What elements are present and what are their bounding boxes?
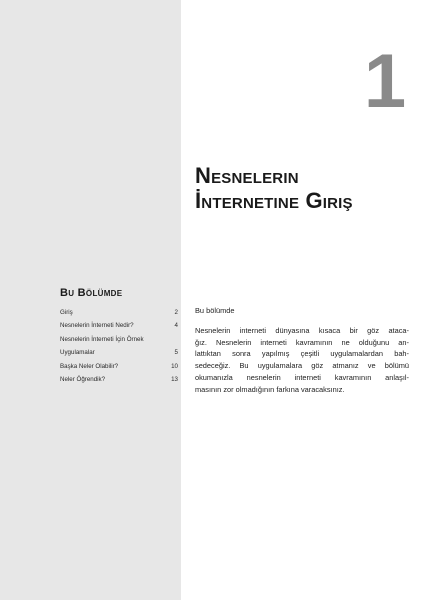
toc-item-label: Uygulamalar [60, 349, 95, 357]
intro-line: sedeceğiz. Bu uygulamalara göz atmanız ve bölümü [195, 361, 409, 371]
toc-item-page: 13 [171, 376, 178, 384]
intro-line: Nesnelerin interneti dünyasına kısaca bir göz ataca- [195, 326, 409, 335]
intro-line: lattıktan sonra yapılmış çeşitli uygulamalardan bah- [195, 349, 409, 359]
toc-item-page: 10 [171, 362, 178, 370]
intro-section [195, 305, 409, 395]
intro-paragraph [195, 325, 409, 395]
toc-item-uygulamalar[interactable] [60, 346, 178, 359]
intro-line: okumanızla nesnelerin interneti kavramının anlaşıl- [195, 372, 409, 382]
toc-item-baska[interactable] [60, 360, 178, 373]
chapter-title [195, 163, 415, 213]
toc-item-page: 5 [174, 349, 178, 357]
chapter-contents [60, 287, 178, 386]
intro-line: masının zor olmadığının farkına varacaksınız. [195, 384, 345, 394]
toc-item-page: 4 [174, 322, 178, 330]
chapter-title-line-1: Nesnelerin [195, 163, 299, 188]
intro-line: ğız. Nesnelerin interneti kavramının ne olduğunu an- [195, 337, 409, 347]
chapter-number: 1 [363, 39, 407, 124]
toc-item-label: Nesnelerin İnterneti Nedir? [60, 322, 134, 330]
toc-item-label: Neler Öğrendik? [60, 376, 106, 384]
intro-lead: Bu bölümde [195, 306, 235, 315]
toc-item-nedir[interactable] [60, 319, 178, 332]
toc-item-giris[interactable] [60, 306, 178, 319]
toc-item-label: Giriş [60, 309, 73, 316]
toc-item-page: 2 [174, 309, 178, 316]
toc-item-ogrendik[interactable] [60, 373, 178, 386]
chapter-title-line-2: İnternetine Giriş [195, 188, 353, 213]
toc-item-label: Nesnelerin İnterneti İçin Örnek [60, 335, 144, 343]
toc-item-ornek[interactable] [60, 333, 178, 346]
toc-item-label: Başka Neler Olabilir? [60, 362, 119, 370]
contents-heading: Bu Bölümde [60, 287, 123, 299]
